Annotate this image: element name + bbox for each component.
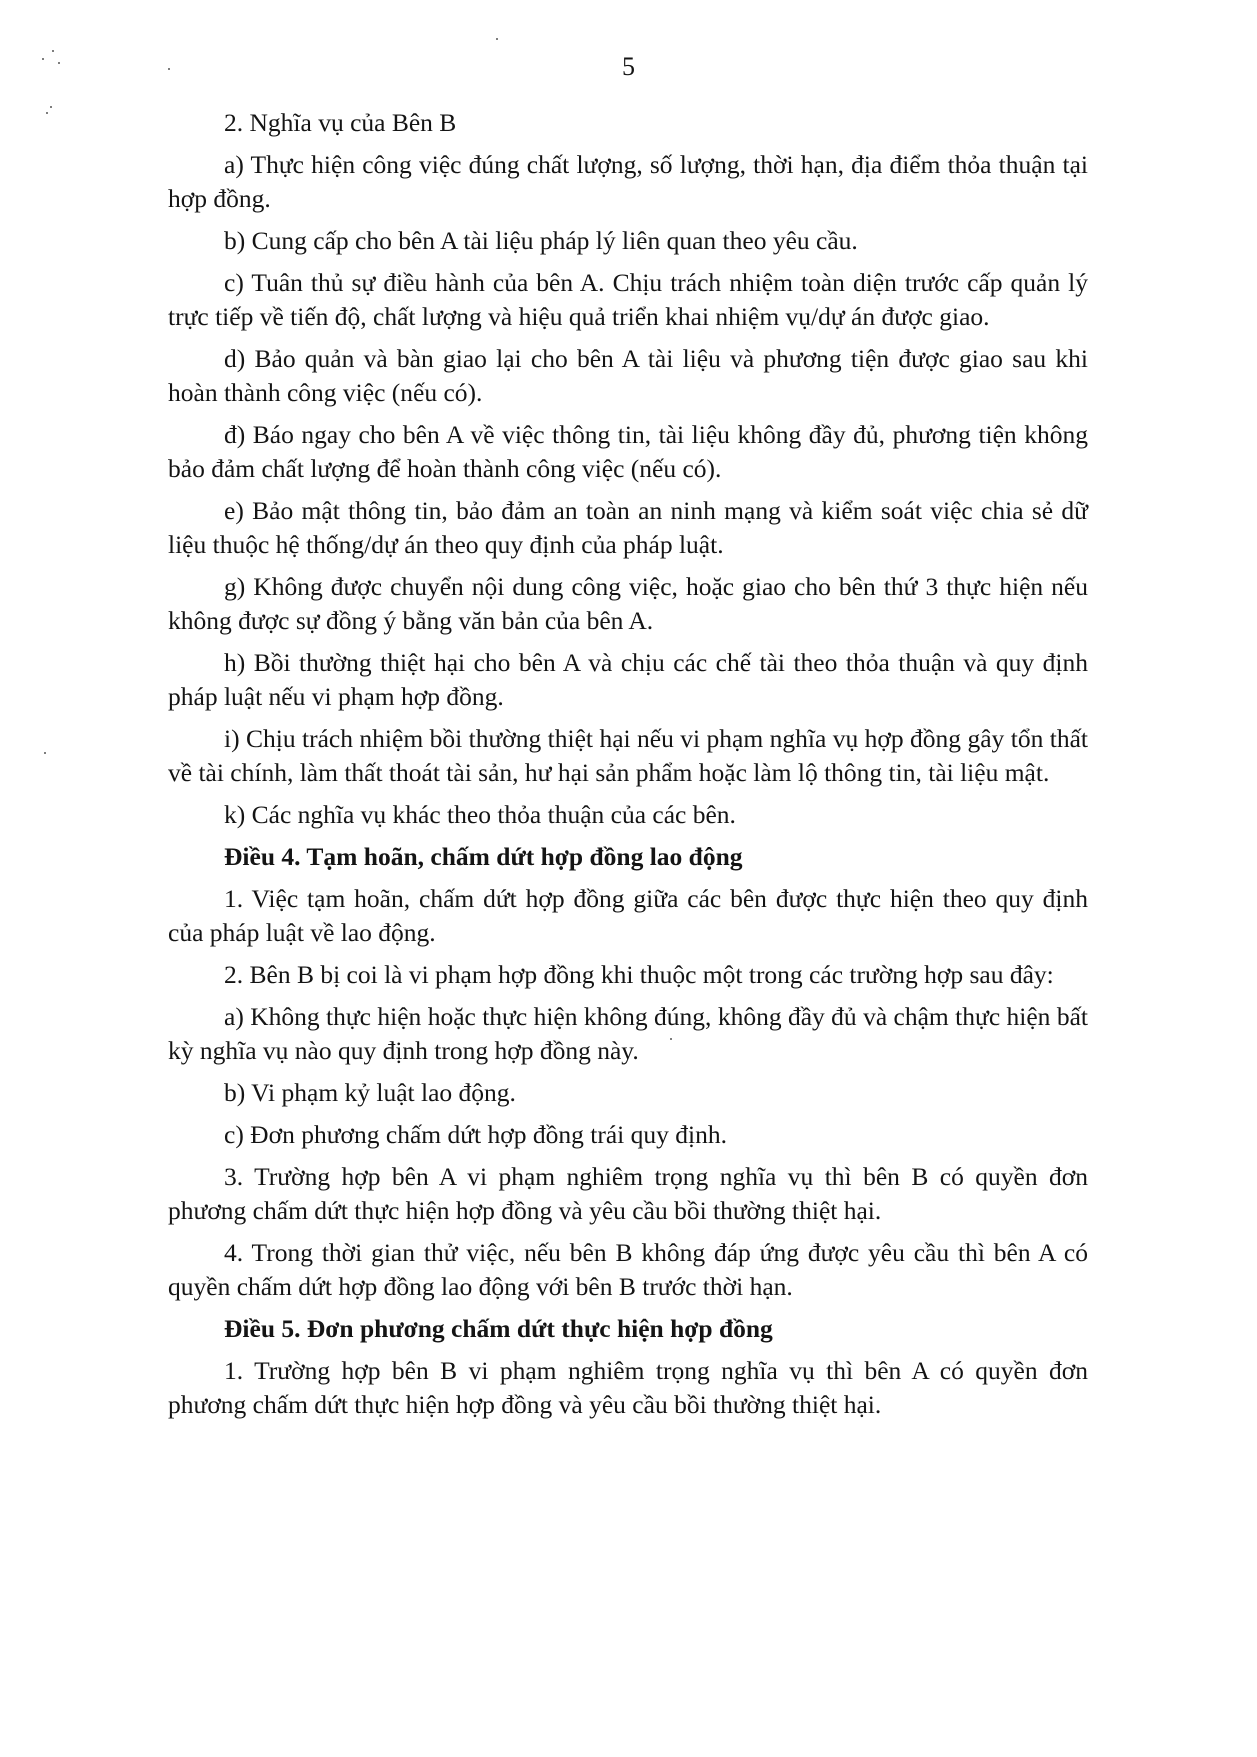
- scan-speck: [496, 38, 498, 40]
- paragraph: c) Đơn phương chấm dứt hợp đồng trái quy định.: [224, 1120, 727, 1149]
- paragraph: đ) Báo ngay cho bên A về việc thông tin, tài liệu không đầy đủ, phương tiện không bảo đảm chất lượng để hoàn thành công việc (nếu có).: [168, 420, 1088, 483]
- scan-speck: [50, 106, 52, 108]
- page-number: 5: [622, 52, 635, 81]
- paragraph: d) Bảo quản và bàn giao lại cho bên A tài liệu và phương tiện được giao sau khi hoàn thành công việc (nếu có).: [168, 344, 1088, 407]
- paragraph: b) Cung cấp cho bên A tài liệu pháp lý liên quan theo yêu cầu.: [224, 226, 858, 255]
- paragraph: b) Vi phạm kỷ luật lao động.: [224, 1078, 516, 1107]
- paragraph: c) Tuân thủ sự điều hành của bên A. Chịu trách nhiệm toàn diện trước cấp quản lý trực tiếp về tiến độ, chất lượng và hiệu quả triển khai nhiệm vụ/dự án được giao.: [168, 268, 1088, 331]
- paragraph: h) Bồi thường thiệt hại cho bên A và chịu các chế tài theo thỏa thuận và quy định pháp luật nếu vi phạm hợp đồng.: [168, 648, 1088, 711]
- paragraph: 2. Nghĩa vụ của Bên B: [224, 108, 457, 137]
- paragraph: k) Các nghĩa vụ khác theo thỏa thuận của các bên.: [224, 800, 736, 829]
- paragraph: a) Không thực hiện hoặc thực hiện không đúng, không đầy đủ và chậm thực hiện bất kỳ nghĩa vụ nào quy định trong hợp đồng này.: [168, 1002, 1088, 1065]
- paragraph: 3. Trường hợp bên A vi phạm nghiêm trọng nghĩa vụ thì bên B có quyền đơn phương chấm dứt thực hiện hợp đồng và yêu cầu bồi thường thiệt hại.: [168, 1162, 1088, 1225]
- scan-speck: [44, 752, 46, 754]
- paragraph: a) Thực hiện công việc đúng chất lượng, số lượng, thời hạn, địa điểm thỏa thuận tại hợp đồng.: [168, 150, 1088, 213]
- section-heading-dieu-5: Điều 5. Đơn phương chấm dứt thực hiện hợp đồng: [224, 1314, 773, 1343]
- section-heading-dieu-4: Điều 4. Tạm hoãn, chấm dứt hợp đồng lao động: [224, 842, 743, 871]
- paragraph: i) Chịu trách nhiệm bồi thường thiệt hại nếu vi phạm nghĩa vụ hợp đồng gây tổn thất về tài chính, làm thất thoát tài sản, hư hại sản phẩm hoặc làm lộ thông tin, tài liệu mật.: [168, 724, 1088, 787]
- paragraph: 4. Trong thời gian thử việc, nếu bên B không đáp ứng được yêu cầu thì bên A có quyền chấm dứt hợp đồng lao động với bên B trước thời hạn.: [168, 1238, 1088, 1301]
- document-body: [168, 106, 1088, 1430]
- paragraph: e) Bảo mật thông tin, bảo đảm an toàn an ninh mạng và kiểm soát việc chia sẻ dữ liệu thuộc hệ thống/dự án theo quy định của pháp luật.: [168, 496, 1088, 559]
- scan-speck: [46, 112, 48, 114]
- paragraph: 2. Bên B bị coi là vi phạm hợp đồng khi thuộc một trong các trường hợp sau đây:: [224, 960, 1054, 989]
- paragraph: g) Không được chuyển nội dung công việc, hoặc giao cho bên thứ 3 thực hiện nếu không được sự đồng ý bằng văn bản của bên A.: [168, 572, 1088, 635]
- paragraph: 1. Việc tạm hoãn, chấm dứt hợp đồng giữa các bên được thực hiện theo quy định của pháp luật về lao động.: [168, 884, 1088, 947]
- paragraph: 1. Trường hợp bên B vi phạm nghiêm trọng nghĩa vụ thì bên A có quyền đơn phương chấm dứt thực hiện hợp đồng và yêu cầu bồi thường thiệt hại.: [168, 1356, 1088, 1419]
